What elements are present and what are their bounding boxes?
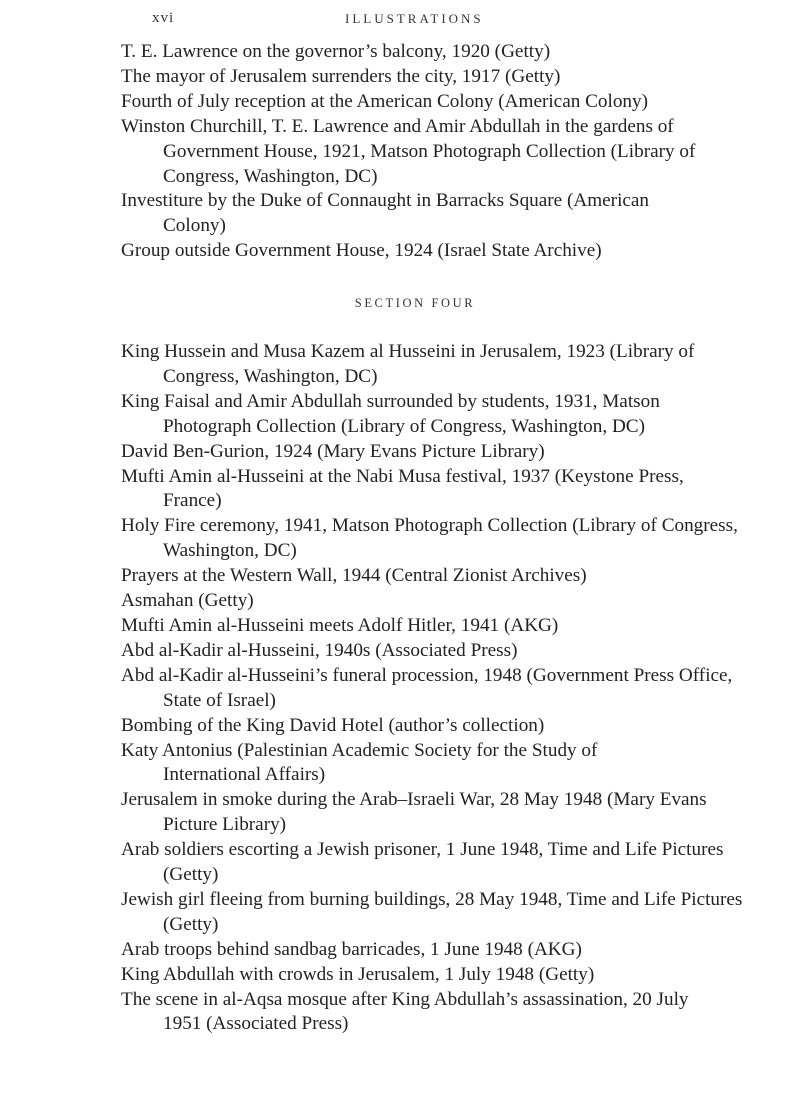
section-four-list [121,340,743,1037]
list-item: Asmahan (Getty) [121,590,254,612]
list-item: The scene in al-Aqsa mosque after King Abdullah’s assassination, 20 July 1951 (Associated Press) [121,988,689,1035]
list-item: Fourth of July reception at the American Colony (American Colony) [121,90,648,112]
list-item: Bombing of the King David Hotel (author’s collection) [121,714,545,736]
section-heading: SECTION FOUR [354,296,476,310]
list-item: Prayers at the Western Wall, 1944 (Central Zionist Archives) [121,565,587,587]
list-item: Holy Fire ceremony, 1941, Matson Photograph Collection (Library of Congress, Washington, DC) [121,515,738,562]
list-item: Katy Antonius (Palestinian Academic Society for the Study of International Affairs) [121,739,598,786]
list-item: Group outside Government House, 1924 (Israel State Archive) [121,240,602,262]
list-item: Mufti Amin al-Husseini at the Nabi Musa festival, 1937 (Keystone Press, France) [121,465,684,512]
illustration-list-continued [121,40,721,264]
list-item: Jewish girl fleeing from burning buildings, 28 May 1948, Time and Life Pictures (Getty) [121,888,743,935]
list-item: Arab troops behind sandbag barricades, 1 June 1948 (AKG) [121,938,582,960]
list-item: The mayor of Jerusalem surrenders the city, 1917 (Getty) [121,65,561,87]
running-title: ILLUSTRATIONS [345,11,484,26]
list-item: King Hussein and Musa Kazem al Husseini in Jerusalem, 1923 (Library of Congress, Washington, DC) [121,341,695,387]
list-item: King Faisal and Amir Abdullah surrounded by students, 1931, Matson Photograph Collection (Library of Congress, Washington, DC) [121,390,660,437]
page-number: xvi [152,10,175,26]
list-item: Mufti Amin al-Husseini meets Adolf Hitler, 1941 (AKG) [121,614,559,636]
list-item: David Ben-Gurion, 1924 (Mary Evans Picture Library) [121,440,545,462]
list-item: King Abdullah with crowds in Jerusalem, 1 July 1948 (Getty) [121,963,595,985]
list-item: T. E. Lawrence on the governor’s balcony, 1920 (Getty) [121,41,551,62]
list-item: Abd al-Kadir al-Husseini, 1940s (Associated Press) [121,639,518,661]
list-item: Jerusalem in smoke during the Arab–Israeli War, 28 May 1948 (Mary Evans Picture Library) [121,789,707,836]
list-item: Arab soldiers escorting a Jewish prisoner, 1 June 1948, Time and Life Pictures (Getty) [121,839,724,886]
list-item: Winston Churchill, T. E. Lawrence and Amir Abdullah in the gardens of Government House, 1921, Matson Photograph Collection (Library of Congress, Washington, DC) [121,115,696,187]
running-head [0,10,800,30]
list-item: Investiture by the Duke of Connaught in Barracks Square (American Colony) [121,190,650,237]
list-item: Abd al-Kadir al-Husseini’s funeral procession, 1948 (Government Press Office, State of Israel) [121,664,733,711]
